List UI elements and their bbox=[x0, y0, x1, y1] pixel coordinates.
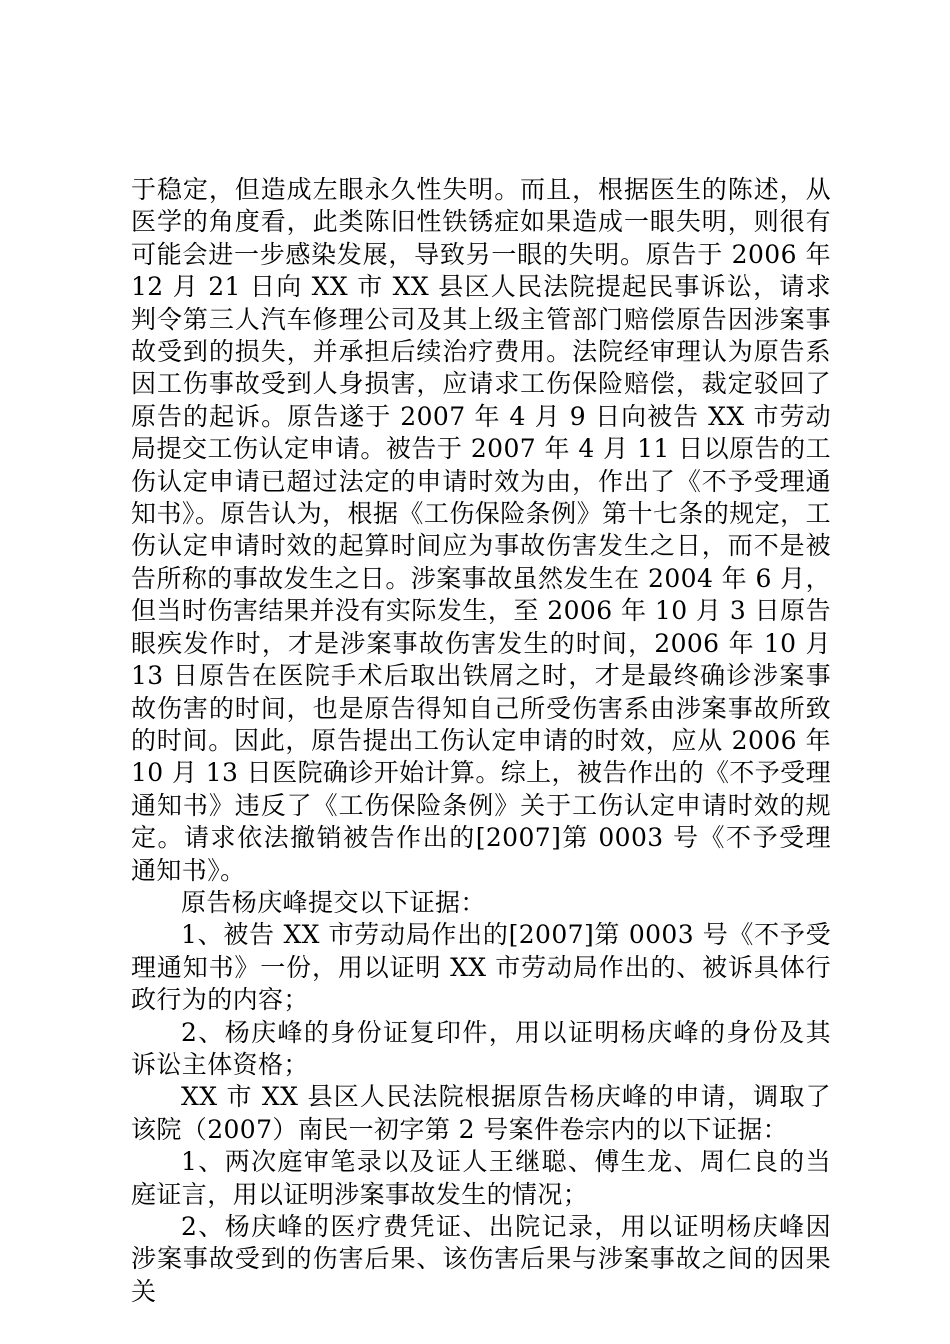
paragraph-court-evidence-2: 2、杨庆峰的医疗费凭证、出院记录，用以证明杨庆峰因涉案事故受到的伤害后果、该伤害后果与涉案事故之间的因果关 bbox=[131, 1212, 831, 1306]
paragraph-evidence-intro: 原告杨庆峰提交以下证据： bbox=[181, 887, 486, 917]
paragraph-court-evidence-1: 1、两次庭审笔录以及证人王继聪、傅生龙、周仁良的当庭证言，用以证明涉案事故发生的情况； bbox=[131, 1147, 831, 1209]
paragraph-evidence-1: 1、被告 XX 市劳动局作出的[2007]第 0003 号《不予受理通知书》一份，用以证明 XX 市劳动局作出的、被诉具体行政行为的内容； bbox=[131, 920, 831, 1015]
paragraph-court-collected-intro: XX 市 XX 县区人民法院根据原告杨庆峰的申请，调取了该院（2007）南民一初字第 2 号案件卷宗内的以下证据： bbox=[131, 1082, 831, 1144]
paragraph-plaintiff-claim: 于稳定，但造成左眼永久性失明。而且，根据医生的陈述，从医学的角度看，此类陈旧性铁锈症如果造成一眼失明，则很有可能会进一步感染发展，导致另一眼的失明。原告于 2006 年 12 月 21 日向 XX 市 XX 县区人民法院提起民事诉讼，请求判令第三人汽车修理公司及其上级主管部门赔偿原告因涉案事故受到的损失，并承担后续治疗费用。法院经审理认为原告系因工伤事故受到人身损害，应请求工伤保险赔偿，裁定驳回了原告的起诉。原告遂于 2007 年 4 月 9 日向被告 XX 市劳动局提交工伤认定申请。被告于 2007 年 4 月 11 日以原告的工伤认定申请已超过法定的申请时效为由，作出了《不予受理通知书》。原告认为，根据《工伤保险条例》第十七条的规定，工伤认定申请时效的起算时间应为事故伤害发生之日，而不是被告所称的事故发生之日。涉案事故虽然发生在 2004 年 6 月，但当时伤害结果并没有实际发生，至 2006 年 10 月 3 日原告眼疾发作时，才是涉案事故伤害发生的时间，2006 年 10 月 13 日原告在医院手术后取出铁屑之时，才是最终确诊涉案事故伤害的时间，也是原告得知自己所受伤害系由涉案事故所致的时间。因此，原告提出工伤认定申请的时效，应从 2006 年 10 月 13 日医院确诊开始计算。综上，被告作出的《不予受理通知书》违反了《工伤保险条例》关于工伤认定申请时效的规定。请求依法撤销被告作出的[2007]第 0003 号《不予受理通知书》。 bbox=[131, 175, 831, 885]
document-body bbox=[131, 174, 831, 1308]
paragraph-evidence-2: 2、杨庆峰的身份证复印件，用以证明杨庆峰的身份及其诉讼主体资格； bbox=[131, 1017, 831, 1079]
